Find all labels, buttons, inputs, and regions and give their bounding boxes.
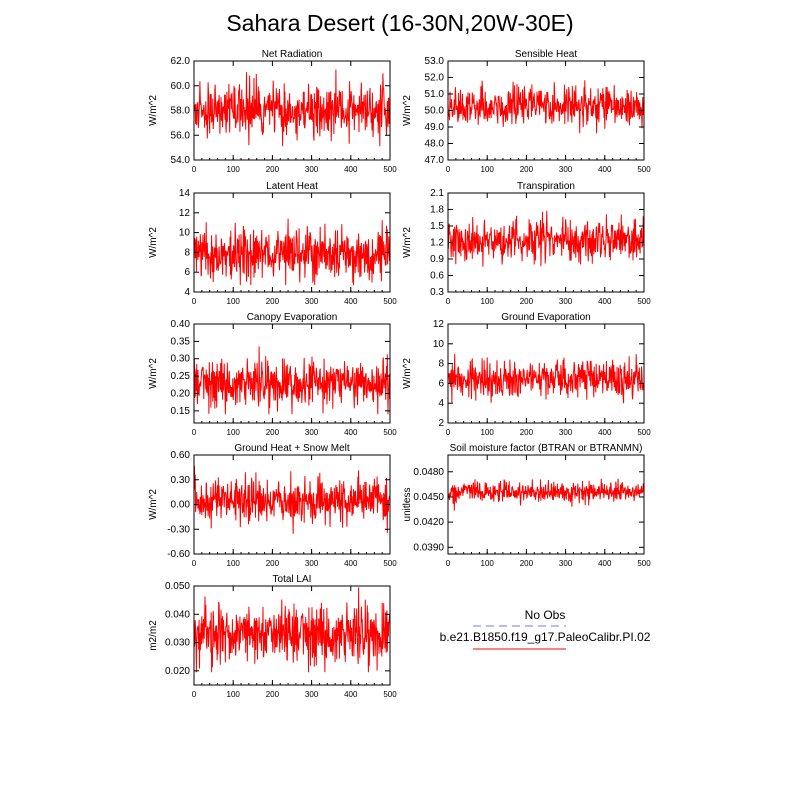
y-tick-label: 0.60	[170, 450, 190, 461]
x-tick-label: 300	[304, 165, 319, 174]
x-tick-label: 300	[558, 559, 573, 568]
y-tick-label: 54.0	[170, 155, 190, 166]
y-tick-label: 0.15	[170, 405, 190, 417]
y-tick-label: 0.0450	[413, 491, 444, 503]
x-tick-label: 200	[265, 428, 280, 437]
x-tick-label: 100	[480, 559, 494, 568]
y-axis-label: W/m^2	[402, 227, 413, 258]
series-line	[194, 346, 390, 414]
y-tick-label: 58.0	[170, 105, 190, 117]
panel-ground-heat-snow-melt	[148, 443, 397, 568]
x-tick-label: 100	[226, 297, 240, 306]
y-tick-label: 50.0	[424, 105, 444, 117]
series-line	[194, 219, 390, 285]
x-tick-label: 200	[519, 428, 534, 437]
y-tick-label: 1.2	[430, 237, 444, 249]
y-tick-label: 0.3	[430, 287, 444, 298]
panel-title: Sensible Heat	[514, 49, 578, 60]
x-tick-label: 0	[191, 690, 197, 699]
x-tick-label: 0	[191, 559, 197, 568]
legend-label-obs: No Obs	[524, 608, 566, 622]
x-tick-label: 500	[383, 690, 397, 699]
x-tick-label: 0	[191, 297, 197, 306]
x-tick-label: 100	[226, 559, 240, 568]
y-axis-label: m2/m2	[148, 620, 159, 651]
y-tick-label: 0.6	[430, 270, 444, 282]
y-tick-label: 0.20	[170, 388, 190, 400]
x-tick-label: 100	[226, 690, 240, 699]
y-axis-label: W/m^2	[148, 489, 159, 520]
y-tick-label: 0.050	[164, 581, 190, 592]
y-tick-label: 12	[432, 319, 444, 330]
x-tick-label: 400	[344, 690, 358, 699]
y-tick-label: 0.00	[170, 499, 190, 511]
y-axis-label: unitless	[402, 487, 413, 522]
panel-title: Ground Heat + Snow Melt	[234, 443, 350, 454]
y-tick-label: -0.30	[167, 524, 190, 536]
y-tick-label: 4	[184, 287, 190, 298]
y-tick-label: 12	[178, 207, 190, 219]
x-tick-label: 500	[637, 559, 651, 568]
series-line	[194, 70, 390, 147]
y-tick-label: 0.0420	[413, 517, 444, 529]
series-line	[448, 354, 644, 403]
x-tick-label: 200	[265, 165, 280, 174]
y-tick-label: 0.40	[170, 319, 190, 330]
y-tick-label: 8	[438, 358, 444, 370]
x-tick-label: 0	[445, 297, 451, 306]
x-tick-label: 300	[558, 428, 573, 437]
y-tick-label: 0.35	[170, 336, 190, 348]
y-tick-label: 0.030	[164, 637, 190, 649]
panel-transpiration	[402, 181, 651, 306]
x-tick-label: 500	[383, 297, 397, 306]
y-tick-label: 0.0480	[413, 466, 444, 478]
panel-canopy-evaporation	[148, 312, 397, 437]
x-tick-label: 100	[226, 165, 240, 174]
x-tick-label: 300	[304, 428, 319, 437]
x-tick-label: 500	[383, 559, 397, 568]
x-tick-label: 300	[304, 559, 319, 568]
y-tick-label: 52.0	[424, 72, 444, 84]
y-tick-label: 0.020	[164, 665, 190, 677]
x-tick-label: 400	[598, 428, 612, 437]
y-axis-label: W/m^2	[402, 95, 413, 126]
series-line	[448, 80, 644, 133]
legend-label-model: b.e21.B1850.f19_g17.PaleoCalibr.PI.02	[439, 630, 651, 644]
y-tick-label: 47.0	[424, 155, 444, 166]
panel-title: Ground Evaporation	[501, 312, 591, 323]
y-tick-label: 14	[178, 188, 190, 199]
plot-frame	[448, 455, 644, 554]
panel-ground-evaporation	[402, 312, 651, 437]
panel-soil-moisture-factor-btran-or-btranmn-	[402, 443, 651, 568]
y-tick-label: 1.5	[430, 221, 444, 232]
series-line	[448, 211, 644, 267]
figure-title: Sahara Desert (16-30N,20W-30E)	[226, 10, 574, 36]
panel-latent-heat	[148, 181, 397, 306]
y-tick-label: 10	[178, 227, 190, 239]
x-tick-label: 500	[637, 428, 651, 437]
y-tick-label: 56.0	[170, 130, 190, 142]
panel-title: Soil moisture factor (BTRAN or BTRANMN)	[449, 443, 643, 454]
x-tick-label: 0	[191, 428, 197, 437]
y-tick-label: 51.0	[424, 89, 444, 100]
panel-title: Net Radiation	[261, 49, 323, 60]
y-tick-label: 0.25	[170, 371, 190, 383]
x-tick-label: 500	[383, 165, 397, 174]
series-line	[194, 587, 390, 672]
y-axis-label: W/m^2	[148, 95, 159, 126]
y-tick-label: 4	[438, 398, 444, 410]
y-tick-label: 6	[184, 267, 190, 279]
y-tick-label: 1.8	[430, 204, 444, 216]
y-tick-label: 0.9	[430, 254, 444, 265]
panel-total-lai	[148, 574, 397, 699]
x-tick-label: 0	[191, 165, 197, 174]
series-line	[448, 479, 644, 511]
panel-title: Latent Heat	[266, 181, 318, 192]
x-tick-label: 200	[265, 559, 280, 568]
x-tick-label: 0	[445, 428, 451, 437]
y-tick-label: 2	[438, 418, 444, 429]
y-tick-label: 49.0	[424, 122, 444, 133]
y-tick-label: 10	[432, 338, 444, 350]
x-tick-label: 400	[598, 165, 612, 174]
series-line	[194, 466, 390, 534]
x-tick-label: 500	[637, 297, 651, 306]
y-axis-label: W/m^2	[402, 358, 413, 389]
x-tick-label: 500	[637, 165, 651, 174]
y-tick-label: 2.1	[430, 188, 444, 199]
x-tick-label: 200	[265, 690, 280, 699]
x-tick-label: 200	[519, 559, 534, 568]
y-tick-label: 62.0	[170, 56, 190, 67]
x-tick-label: 100	[480, 165, 494, 174]
x-tick-label: 0	[445, 165, 451, 174]
y-tick-label: 53.0	[424, 56, 444, 67]
x-tick-label: 0	[445, 559, 451, 568]
panel-title: Canopy Evaporation	[246, 312, 338, 323]
plot-frame	[194, 455, 390, 554]
y-tick-label: 6	[438, 378, 444, 390]
x-tick-label: 200	[265, 297, 280, 306]
x-tick-label: 300	[304, 690, 319, 699]
x-tick-label: 200	[519, 165, 534, 174]
panel-sensible-heat	[402, 49, 651, 174]
x-tick-label: 100	[226, 428, 240, 437]
x-tick-label: 400	[344, 297, 358, 306]
y-axis-label: W/m^2	[148, 227, 159, 258]
x-tick-label: 400	[344, 428, 358, 437]
y-tick-label: 60.0	[170, 80, 190, 92]
y-axis-label: W/m^2	[148, 358, 159, 389]
x-tick-label: 100	[480, 297, 494, 306]
y-tick-label: 48.0	[424, 138, 444, 150]
x-tick-label: 300	[558, 297, 573, 306]
x-tick-label: 400	[344, 165, 358, 174]
x-tick-label: 200	[519, 297, 534, 306]
y-tick-label: 0.040	[164, 609, 190, 621]
y-tick-label: 0.30	[170, 474, 190, 486]
x-tick-label: 300	[304, 297, 319, 306]
x-tick-label: 400	[344, 559, 358, 568]
panel-net-radiation	[148, 49, 397, 174]
x-tick-label: 300	[558, 165, 573, 174]
panel-title: Transpiration	[517, 181, 575, 192]
y-tick-label: -0.60	[167, 549, 190, 560]
y-tick-label: 0.30	[170, 353, 190, 365]
y-tick-label: 0.0390	[413, 542, 444, 554]
panel-title: Total LAI	[272, 574, 312, 585]
x-tick-label: 400	[598, 297, 612, 306]
x-tick-label: 100	[480, 428, 494, 437]
x-tick-label: 500	[383, 428, 397, 437]
x-tick-label: 400	[598, 559, 612, 568]
y-tick-label: 8	[184, 247, 190, 259]
